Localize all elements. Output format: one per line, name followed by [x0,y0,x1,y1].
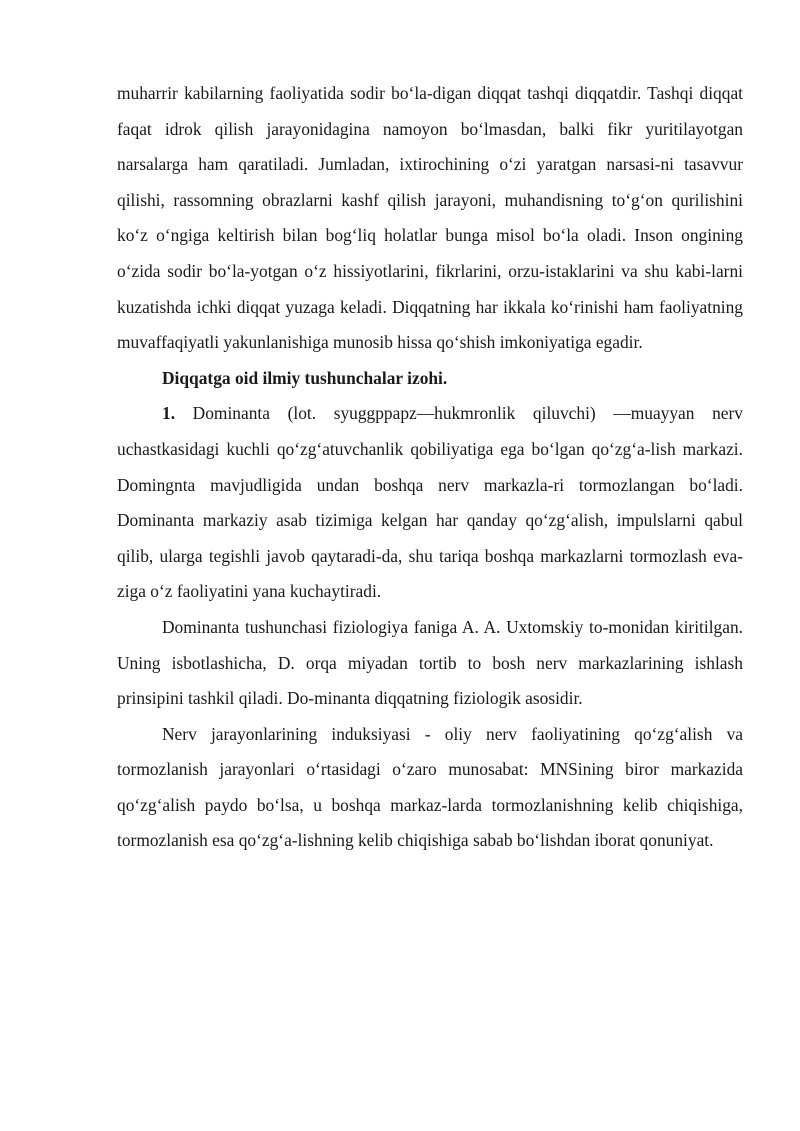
document-page [117,76,743,859]
paragraph-uxtomskiy: Dominanta tushunchasi fiziologiya faniga A. A. Uxtomskiy to-monidan kiritilgan. Uning isbotlashicha, D. orqa miyadan tortib to bosh nerv markazlarining ishlash prinsipini tashkil qiladi. Do-minanta diqqatning fiziologik asosidir. [117,616,743,709]
section-heading: Diqqatga oid ilmiy tushunchalar izohi. [162,367,448,388]
paragraph-continuation: muharrir kabilarning faoliyatida sodir bo‘la-digan diqqat tashqi diqqatdir. Tashqi diqqat faqat idrok qilish jarayonidagina namoyon bo‘lmasdan, balki fikr yuritilayotgan narsalarga ham qaratiladi. Jumladan, ixtirochining o‘zi yaratgan narsasi-ni tasavvur qilishi, rassomning obrazlarni kashf qilish jarayoni, muhandisning to‘g‘on qurilishini ko‘z o‘ngiga keltirish bilan bog‘liq holatlar bunga misol bo‘la oladi. Inson ongining o‘zida sodir bo‘la-yotgan o‘z hissiyotlarini, fikrlarini, orzu-istaklarini va shu kabi-larni kuzatishda ichki diqqat yuzaga keladi. Diqqatning har ikkala ko‘rinishi ham faoliyatning muvaffaqiyatli yakunlanishiga munosib hissa qo‘shish imkoniyatiga egadir. [117,83,743,353]
item-number: 1. [162,403,176,424]
paragraph-induksiya: Nerv jarayonlarining induksiyasi - oliy nerv faoliyatining qo‘zg‘alish va tormozlanish jarayonlari o‘rtasidagi o‘zaro munosabat: MNSining biror markazida qo‘zg‘alish paydo bo‘lsa, u boshqa markaz-larda tormozlanishning kelib chiqishiga, tormozlanish esa qo‘zg‘a-lishning kelib chiqishiga sabab bo‘lishdan iborat qonuniyat. [117,723,743,851]
definition-item-dominanta [117,396,743,610]
item-text: Dominanta (lot. syuggppapz—hukmronlik qiluvchi) —muayyan nerv uchastkasidagi kuchli qo‘zg‘atuvchanlik qobiliyatiga ega bo‘lgan qo‘zg‘a-lish markazi. Domingnta mavjudligida undan boshqa nerv markazla-ri tormozlangan bo‘ladi. Dominanta markaziy asab tizimiga kelgan har qanday qo‘zg‘alish, impulslarni qabul qilib, ularga tegishli javob qaytaradi-da, shu tariqa boshqa markazlarni tormozlash eva-ziga o‘z faoliyatini yana kuchaytiradi. [117,403,743,602]
